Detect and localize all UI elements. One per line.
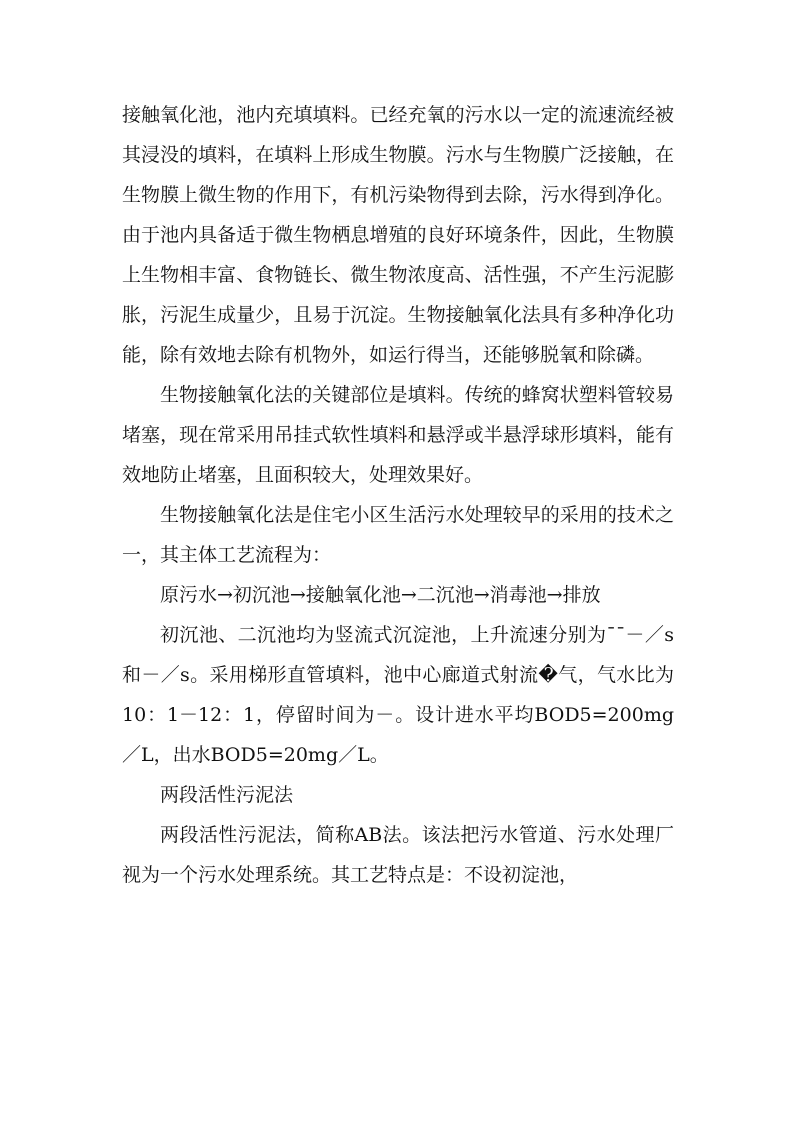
- paragraph-contact-oxidation-description: 接触氧化池，池内充填填料。已经充氧的污水以一定的流速流经被其浸没的填料，在填料上形成生物膜。污水与生物膜广泛接触，在生物膜上微生物的作用下，有机污染物得到去除，污水得到净化。由于池内具备适于微生物栖息增殖的良好环境条件，因此，生物膜上生物相丰富、食物链长、微生物浓度高、活性强，不产生污泥膨胀，污泥生成量少，且易于沉淀。生物接触氧化法具有多种净化功能，除有效地去除有机物外，如运行得当，还能够脱氧和除磷。: [122, 104, 674, 366]
- paragraph-ab-process: 两段活性污泥法，简称AB法。该法把污水管道、污水处理厂视为一个污水处理系统。其工艺特点是：不设初淀池，: [122, 824, 674, 886]
- paragraph-process-intro: 生物接触氧化法是住宅小区生活污水处理较早的采用的技术之一，其主体工艺流程为：: [122, 504, 674, 566]
- paragraph-process-flow: 原污水→初沉池→接触氧化池→二沉池→消毒池→排放: [160, 584, 601, 606]
- paragraph-design-parameters: 初沉池、二沉池均为竖流式沉淀池，上升流速分别为¯¯－／s和－／s。采用梯形直管填料，池中心廊道式射流�气，气水比为10：1－12：1，停留时间为－。设计进水平均BOD5=200mg／L，出水BOD5=20mg／L。: [122, 624, 674, 766]
- document-page: [122, 95, 674, 895]
- section-heading-ab-process: 两段活性污泥法: [160, 784, 294, 806]
- paragraph-filler-key: 生物接触氧化法的关键部位是填料。传统的蜂窝状塑料管较易堵塞，现在常采用吊挂式软性填料和悬浮或半悬浮球形填料，能有效地防止堵塞，且面积较大，处理效果好。: [122, 384, 674, 486]
